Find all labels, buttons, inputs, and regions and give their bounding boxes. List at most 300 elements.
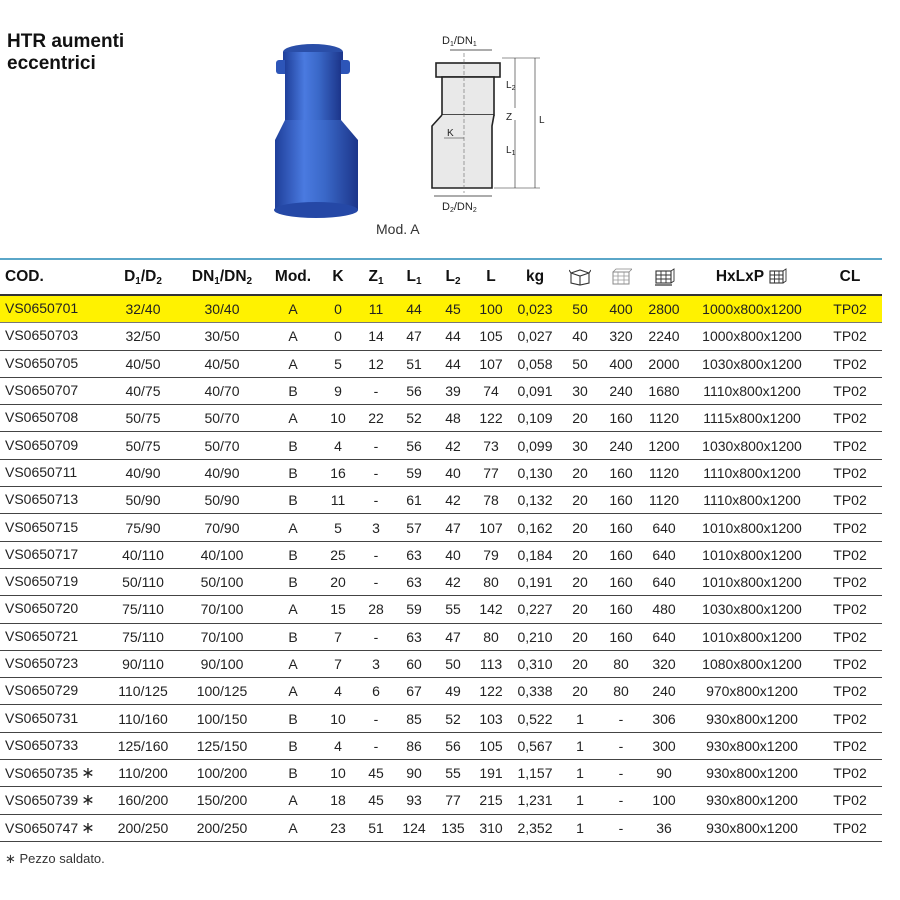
cell-box: 20 [560,459,600,486]
cell-box: 20 [560,541,600,568]
cell-k: 9 [318,377,358,404]
cell-l1: 51 [394,350,434,377]
cell-mod: A [268,814,318,841]
cell-l2: 42 [434,568,472,595]
cell-cod: VS0650731 [0,705,110,732]
cell-mod: A [268,596,318,623]
cell-dims: 930x800x1200 [686,705,818,732]
cell-dims: 1110x800x1200 [686,377,818,404]
table-row [0,760,882,787]
cell-l: 142 [472,596,510,623]
l-label: L [539,115,545,126]
cell-kg: 0,227 [510,596,560,623]
cell-kg: 0,091 [510,377,560,404]
cell-d: 75/90 [110,514,176,541]
cell-kg: 0,338 [510,678,560,705]
cell-box: 1 [560,814,600,841]
cell-kg: 0,027 [510,323,560,350]
cell-cl: TP02 [818,732,882,759]
cell-cl: TP02 [818,650,882,677]
cell-d: 110/125 [110,678,176,705]
cell-box: 20 [560,405,600,432]
cell-pallet: 1680 [642,377,686,404]
cell-l: 73 [472,432,510,459]
table-row [0,487,882,514]
cell-crate: 160 [600,596,642,623]
cell-pallet: 640 [642,514,686,541]
col-header-l2: $L_2$ [434,259,472,295]
cell-l2: 44 [434,350,472,377]
table-row [0,432,882,459]
col-header-dn: $DN_1/DN_2$ [176,259,268,295]
cell-k: 25 [318,541,358,568]
cell-pallet: 2000 [642,350,686,377]
cell-d: 50/75 [110,432,176,459]
cell-pallet: 320 [642,650,686,677]
model-caption: Mod. A [376,221,420,237]
cell-mod: B [268,377,318,404]
cell-d: 40/50 [110,350,176,377]
cell-d: 110/200 [110,760,176,787]
cell-cod: VS0650717 [0,541,110,568]
cell-cod: VS0650707 [0,377,110,404]
col-header-crate [600,259,642,295]
cell-mod: A [268,650,318,677]
cell-dims: 1030x800x1200 [686,596,818,623]
cell-l1: 56 [394,377,434,404]
cell-kg: 0,184 [510,541,560,568]
cell-l: 122 [472,405,510,432]
cell-cl: TP02 [818,350,882,377]
cell-box: 20 [560,487,600,514]
cell-l1: 47 [394,323,434,350]
cell-cod: VS0650708 [0,405,110,432]
cell-l2: 135 [434,814,472,841]
cell-l2: 44 [434,323,472,350]
title-line-2: eccentrici [7,53,96,74]
cell-k: 4 [318,678,358,705]
cell-dims: 930x800x1200 [686,787,818,814]
cell-mod: B [268,487,318,514]
cell-cod: VS0650733 [0,732,110,759]
cell-k: 0 [318,323,358,350]
cell-d: 50/110 [110,568,176,595]
cell-crate: 80 [600,678,642,705]
table-row [0,377,882,404]
cell-cod: VS0650705 [0,350,110,377]
col-header-l: L [472,259,510,295]
pallet-icon [653,268,675,286]
cell-cl: TP02 [818,323,882,350]
cell-dims: 930x800x1200 [686,814,818,841]
cell-k: 0 [318,295,358,323]
cell-crate: 160 [600,541,642,568]
cell-pallet: 1120 [642,487,686,514]
cell-kg: 0,109 [510,405,560,432]
cell-box: 30 [560,432,600,459]
cell-k: 7 [318,650,358,677]
cell-dn: 200/250 [176,814,268,841]
cell-l: 113 [472,650,510,677]
cell-z: 12 [358,350,394,377]
cell-l: 215 [472,787,510,814]
cell-crate: - [600,705,642,732]
cell-mod: B [268,568,318,595]
cell-cod: VS0650701 [0,295,110,323]
cell-cod: VS0650747 ∗ [0,814,110,841]
cell-dims: 930x800x1200 [686,760,818,787]
bottom-diameter-label: D2/DN2 [442,201,477,214]
cell-z: - [358,377,394,404]
cell-z: 11 [358,295,394,323]
cell-l2: 49 [434,678,472,705]
col-header-cl: CL [818,259,882,295]
cell-l1: 86 [394,732,434,759]
cell-crate: - [600,787,642,814]
cell-crate: 160 [600,514,642,541]
cell-l: 80 [472,568,510,595]
cell-mod: A [268,514,318,541]
cell-l2: 55 [434,760,472,787]
cell-dn: 70/100 [176,596,268,623]
cell-l2: 50 [434,650,472,677]
table-row [0,787,882,814]
cell-box: 30 [560,377,600,404]
table-row [0,568,882,595]
cell-k: 10 [318,705,358,732]
cell-box: 20 [560,568,600,595]
col-header-mod: Mod. [268,259,318,295]
cell-dn: 30/40 [176,295,268,323]
cell-crate: 240 [600,432,642,459]
table-row [0,732,882,759]
cell-d: 125/160 [110,732,176,759]
cell-l: 80 [472,623,510,650]
cell-l: 100 [472,295,510,323]
cell-crate: 80 [600,650,642,677]
cell-pallet: 1200 [642,432,686,459]
cell-dn: 40/100 [176,541,268,568]
cell-l1: 93 [394,787,434,814]
table-row [0,295,882,323]
col-header-kg: kg [510,259,560,295]
crate-icon [610,268,632,286]
cell-k: 5 [318,350,358,377]
cell-pallet: 640 [642,541,686,568]
cell-k: 5 [318,514,358,541]
table-body [0,295,882,841]
cell-l1: 60 [394,650,434,677]
cell-cl: TP02 [818,705,882,732]
cell-d: 40/110 [110,541,176,568]
cell-pallet: 1120 [642,405,686,432]
cell-z: - [358,568,394,595]
cell-l: 105 [472,323,510,350]
cell-dims: 1000x800x1200 [686,295,818,323]
cell-kg: 0,099 [510,432,560,459]
cell-dims: 1110x800x1200 [686,459,818,486]
cell-dn: 30/50 [176,323,268,350]
cell-cod: VS0650729 [0,678,110,705]
l1-label: $L_1$ [506,145,516,157]
cell-dims: 1115x800x1200 [686,405,818,432]
col-header-hxlxp: HxLxP [686,259,818,295]
cell-z: - [358,732,394,759]
cell-dims: 1080x800x1200 [686,650,818,677]
cell-kg: 2,352 [510,814,560,841]
cell-z: 3 [358,514,394,541]
cell-kg: 0,023 [510,295,560,323]
cell-cod: VS0650721 [0,623,110,650]
cell-l2: 52 [434,705,472,732]
cell-d: 32/50 [110,323,176,350]
cell-k: 10 [318,760,358,787]
cell-mod: B [268,541,318,568]
cell-mod: B [268,705,318,732]
cell-l: 78 [472,487,510,514]
k-label: K [447,128,454,139]
cell-l1: 63 [394,568,434,595]
cell-pallet: 36 [642,814,686,841]
cell-mod: A [268,678,318,705]
product-table [0,258,882,842]
cell-box: 20 [560,623,600,650]
cell-kg: 0,132 [510,487,560,514]
cell-dims: 1010x800x1200 [686,623,818,650]
cell-mod: B [268,432,318,459]
col-header-z1: $Z_1$ [358,259,394,295]
cell-crate: - [600,732,642,759]
cell-crate: 160 [600,568,642,595]
cell-kg: 1,231 [510,787,560,814]
col-header-l1: $L_1$ [394,259,434,295]
welded-marker: ∗ [81,765,95,783]
col-header-d: $D_1/D_2$ [110,259,176,295]
cell-dn: 100/200 [176,760,268,787]
cell-crate: - [600,760,642,787]
cell-dims: 1110x800x1200 [686,487,818,514]
cell-z: 6 [358,678,394,705]
cell-dn: 125/150 [176,732,268,759]
cell-d: 75/110 [110,623,176,650]
cell-l2: 42 [434,487,472,514]
cell-l2: 42 [434,432,472,459]
cell-l1: 124 [394,814,434,841]
cell-l: 77 [472,459,510,486]
cell-dn: 70/90 [176,514,268,541]
cell-dims: 1010x800x1200 [686,514,818,541]
cell-k: 23 [318,814,358,841]
cell-z: - [358,705,394,732]
table-row [0,514,882,541]
cell-l1: 90 [394,760,434,787]
cell-dn: 90/100 [176,650,268,677]
cell-l1: 63 [394,541,434,568]
cell-crate: 160 [600,405,642,432]
cell-mod: A [268,323,318,350]
cell-cl: TP02 [818,459,882,486]
cell-box: 1 [560,760,600,787]
cell-dims: 1000x800x1200 [686,323,818,350]
cell-cod: VS0650723 [0,650,110,677]
cell-dims: 1030x800x1200 [686,350,818,377]
cell-crate: 240 [600,377,642,404]
cell-box: 1 [560,705,600,732]
cell-crate: 320 [600,323,642,350]
cell-box: 20 [560,678,600,705]
cell-l: 103 [472,705,510,732]
cell-kg: 0,191 [510,568,560,595]
cell-mod: A [268,350,318,377]
cell-kg: 0,162 [510,514,560,541]
cell-crate: 400 [600,295,642,323]
cell-l: 79 [472,541,510,568]
cell-pallet: 480 [642,596,686,623]
cell-cl: TP02 [818,487,882,514]
col-header-box [560,259,600,295]
cell-z: 22 [358,405,394,432]
cell-cl: TP02 [818,623,882,650]
cell-l1: 56 [394,432,434,459]
table-row [0,459,882,486]
cell-cl: TP02 [818,568,882,595]
cell-l2: 47 [434,514,472,541]
cell-dn: 40/70 [176,377,268,404]
cell-z: - [358,541,394,568]
table-row [0,650,882,677]
cell-z: 51 [358,814,394,841]
cell-l1: 61 [394,487,434,514]
cell-k: 10 [318,405,358,432]
cell-l2: 40 [434,459,472,486]
cell-dn: 50/90 [176,487,268,514]
table-row [0,814,882,841]
cell-l1: 59 [394,596,434,623]
box-icon [569,268,591,286]
cell-k: 15 [318,596,358,623]
cell-l1: 85 [394,705,434,732]
cell-pallet: 2800 [642,295,686,323]
cell-cl: TP02 [818,514,882,541]
cell-k: 18 [318,787,358,814]
cell-mod: A [268,405,318,432]
cell-l1: 44 [394,295,434,323]
table-row [0,541,882,568]
cell-z: 28 [358,596,394,623]
cell-d: 32/40 [110,295,176,323]
cell-dims: 930x800x1200 [686,732,818,759]
table-row [0,350,882,377]
cell-kg: 0,210 [510,623,560,650]
cell-dn: 50/70 [176,405,268,432]
cell-box: 20 [560,650,600,677]
cell-mod: A [268,787,318,814]
cell-z: - [358,459,394,486]
cell-l1: 57 [394,514,434,541]
cell-dn: 50/70 [176,432,268,459]
cell-cod: VS0650715 [0,514,110,541]
cell-pallet: 640 [642,623,686,650]
cell-dn: 50/100 [176,568,268,595]
cell-box: 50 [560,295,600,323]
cell-l1: 63 [394,623,434,650]
cell-mod: B [268,459,318,486]
cell-k: 20 [318,568,358,595]
cell-l2: 47 [434,623,472,650]
cell-mod: B [268,732,318,759]
col-header-k: K [318,259,358,295]
cell-d: 75/110 [110,596,176,623]
cell-dims: 1010x800x1200 [686,568,818,595]
cell-cod: VS0650709 [0,432,110,459]
cell-cl: TP02 [818,377,882,404]
cell-box: 1 [560,732,600,759]
cell-l1: 52 [394,405,434,432]
cell-crate: 400 [600,350,642,377]
cell-cl: TP02 [818,678,882,705]
cell-l2: 40 [434,541,472,568]
cell-l: 107 [472,514,510,541]
cell-dn: 100/125 [176,678,268,705]
cell-z: - [358,487,394,514]
cell-kg: 0,522 [510,705,560,732]
table-row [0,678,882,705]
cell-cl: TP02 [818,596,882,623]
cell-cod: VS0650713 [0,487,110,514]
cell-mod: B [268,623,318,650]
cell-box: 20 [560,596,600,623]
table-row [0,323,882,350]
cell-cod: VS0650735 ∗ [0,760,110,787]
cell-cl: TP02 [818,814,882,841]
footnote: ∗ Pezzo saldato. [5,851,105,866]
cell-mod: B [268,760,318,787]
cell-dn: 70/100 [176,623,268,650]
cell-cl: TP02 [818,787,882,814]
cell-z: 3 [358,650,394,677]
cell-d: 50/75 [110,405,176,432]
cell-pallet: 306 [642,705,686,732]
cell-cod: VS0650719 [0,568,110,595]
cell-pallet: 1120 [642,459,686,486]
cell-l: 107 [472,350,510,377]
cell-kg: 1,157 [510,760,560,787]
table-row [0,405,882,432]
cell-d: 40/75 [110,377,176,404]
cell-d: 160/200 [110,787,176,814]
cell-mod: A [268,295,318,323]
cell-dn: 40/90 [176,459,268,486]
cell-crate: 160 [600,487,642,514]
cell-dn: 100/150 [176,705,268,732]
cell-cl: TP02 [818,295,882,323]
cell-z: 14 [358,323,394,350]
cell-cl: TP02 [818,405,882,432]
cell-l: 122 [472,678,510,705]
cell-l: 74 [472,377,510,404]
cell-box: 50 [560,350,600,377]
cell-l: 310 [472,814,510,841]
welded-marker: ∗ [81,819,95,837]
cell-kg: 0,567 [510,732,560,759]
cell-cod: VS0650711 [0,459,110,486]
cell-pallet: 100 [642,787,686,814]
page-title [7,31,124,75]
cell-pallet: 90 [642,760,686,787]
cell-cod: VS0650739 ∗ [0,787,110,814]
title-line-1: HTR aumenti [7,31,125,52]
cell-l: 191 [472,760,510,787]
